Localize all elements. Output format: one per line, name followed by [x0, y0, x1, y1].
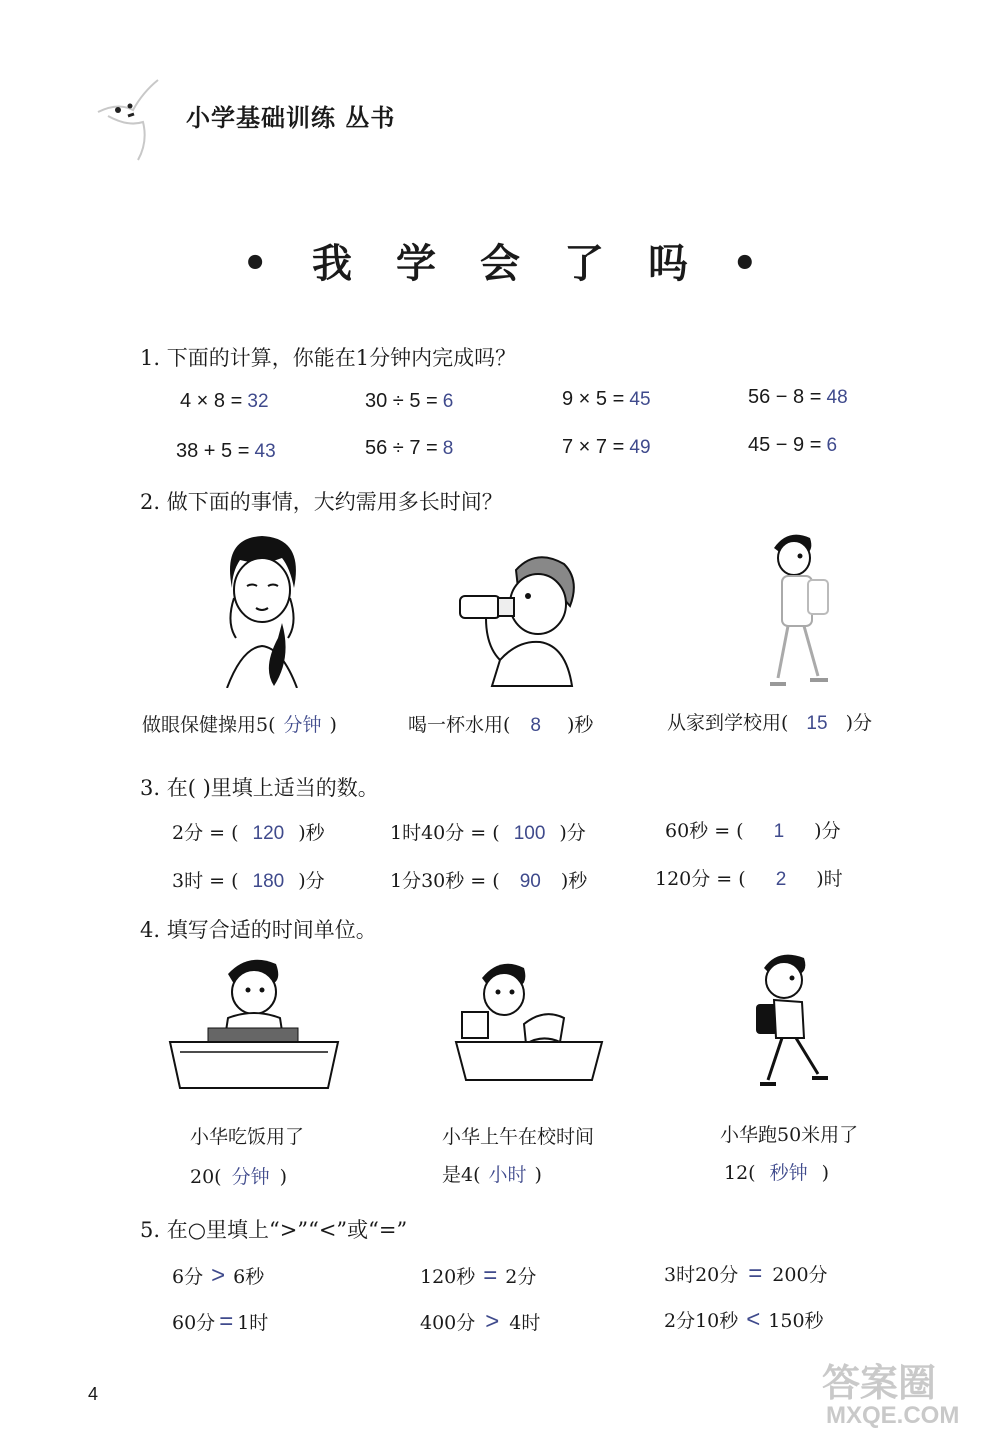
q4-prefix: 20( [190, 1166, 222, 1188]
q4-item [190, 1162, 287, 1189]
title-char: 了 [564, 240, 604, 287]
q1-expr: 30 ÷ 5 = [365, 390, 438, 412]
q5-item [664, 1260, 828, 1288]
q3-prefix: 120分 = ( [655, 868, 746, 890]
q1-item [180, 390, 269, 413]
q5-left: 3时20分 [664, 1264, 739, 1286]
q3-suffix: )分 [298, 870, 325, 892]
q4-prefix: 是4( [442, 1164, 481, 1186]
watermark-logo-text: 答案圈 [822, 1363, 937, 1405]
watermark-url: MXQE.COM [826, 1402, 960, 1429]
q4-item [724, 1158, 829, 1185]
q1-answer: 45 [629, 389, 651, 410]
q1-answer: 43 [254, 441, 276, 462]
q5-item [420, 1308, 540, 1336]
q3-suffix: )秒 [298, 822, 325, 844]
q1-item [365, 437, 453, 460]
q3-prefix: 2分 = ( [172, 822, 239, 844]
q4-answer: 秒钟 [769, 1163, 808, 1184]
boy-running-illustration [752, 950, 830, 1090]
q5-title: 5. 在○里填上“>”“<”或“=” [140, 1218, 408, 1242]
q2-answer: 分钟 [283, 715, 322, 736]
q5-left: 2分10秒 [664, 1310, 739, 1332]
title-char: 学 [396, 240, 436, 287]
q5-right: 1时 [237, 1312, 269, 1334]
boy-reading-illustration [454, 958, 604, 1084]
q3-item [390, 818, 586, 845]
q5-right: 6秒 [233, 1266, 265, 1288]
q1-expr: 45 − 9 = [748, 434, 822, 456]
q2-item [667, 708, 872, 735]
q5-left: 60分 [172, 1312, 216, 1334]
q5-operator: < [746, 1306, 761, 1333]
q3-item [172, 866, 325, 893]
q5-operator: > [211, 1262, 226, 1289]
q1-expr: 7 × 7 = [562, 436, 625, 458]
q3-answer: 90 [519, 871, 541, 892]
q5-item [172, 1262, 264, 1290]
q3-answer: 2 [775, 869, 787, 890]
q5-operator: = [748, 1260, 763, 1287]
q3-item [655, 864, 843, 891]
page-number: 4 [88, 1384, 99, 1404]
q1-item [748, 386, 848, 409]
q4-title: 4. 填写合适的时间单位。 [140, 918, 377, 942]
q3-prefix: 1分30秒 = ( [390, 870, 500, 892]
q2-answer: 15 [806, 713, 828, 734]
q4-suffix: ) [534, 1164, 542, 1186]
q5-right: 4时 [509, 1312, 541, 1334]
q3-title: 3. 在( )里填上适当的数。 [140, 776, 379, 800]
girl-eye-exercise-illustration [212, 528, 312, 688]
q4-line1: 小华吃饭用了 [190, 1126, 305, 1148]
q5-operator: = [219, 1308, 234, 1335]
q3-suffix: )秒 [560, 870, 588, 892]
q1-item [176, 440, 276, 463]
q3-prefix: 1时40分 = ( [390, 822, 500, 844]
q2-prefix: 做眼保健操用5( [142, 714, 276, 736]
q5-operator: = [483, 1262, 498, 1289]
q3-answer: 180 [252, 871, 285, 892]
q2-prefix: 从家到学校用( [667, 712, 789, 734]
q1-expr: 9 × 5 = [562, 388, 625, 410]
boy-drinking-illustration [456, 550, 584, 688]
title-char: 会 [480, 240, 520, 287]
q5-item [172, 1308, 268, 1336]
q1-item [748, 434, 837, 457]
q1-answer: 48 [826, 387, 848, 408]
q5-left: 120秒 [420, 1266, 476, 1288]
q5-right: 200分 [772, 1264, 828, 1286]
q5-item [664, 1306, 824, 1334]
q3-item [665, 816, 841, 843]
title-char: 我 [312, 240, 352, 287]
q2-suffix: ) [329, 714, 337, 736]
q2-title: 2. 做下面的事情，大约需用多长时间？ [140, 490, 503, 514]
boy-eating-illustration [168, 952, 340, 1092]
q5-operator: > [485, 1308, 500, 1335]
q2-prefix: 喝一杯水用( [408, 714, 511, 736]
q2-item [142, 710, 337, 737]
q4-line1: 小华上午在校时间 [442, 1126, 595, 1148]
title-bullet-right: • [732, 240, 758, 287]
q3-item [172, 818, 325, 845]
title-bullet-left: • [242, 240, 268, 287]
q3-prefix: 3时 = ( [172, 870, 239, 892]
q1-answer: 8 [442, 438, 454, 459]
q1-item [365, 390, 453, 413]
q4-answer: 分钟 [231, 1167, 270, 1188]
q3-answer: 100 [513, 823, 546, 844]
q4-suffix: ) [821, 1162, 830, 1184]
q2-answer: 8 [530, 715, 541, 736]
q3-suffix: )分 [814, 820, 841, 842]
q3-prefix: 60秒 = ( [665, 820, 744, 842]
q3-answer: 1 [773, 821, 785, 842]
boy-walking-illustration [752, 528, 842, 693]
q3-answer: 120 [252, 823, 285, 844]
q4-line1: 小华跑50米用了 [720, 1124, 859, 1146]
q1-title: 1. 下面的计算，你能在1分钟内完成吗？ [140, 346, 517, 370]
series-logo-figure [88, 72, 168, 162]
q3-item [390, 866, 587, 893]
page-title [0, 232, 1000, 289]
q5-left: 400分 [420, 1312, 476, 1334]
q1-item [562, 388, 651, 411]
q4-answer: 小时 [488, 1165, 527, 1186]
q3-suffix: )分 [559, 822, 586, 844]
q1-answer: 6 [442, 391, 454, 412]
q1-expr: 56 ÷ 7 = [365, 437, 438, 459]
q5-item [420, 1262, 536, 1290]
q1-item [562, 436, 651, 459]
q1-answer: 49 [629, 437, 651, 458]
q1-expr: 56 − 8 = [748, 386, 822, 408]
q1-expr: 4 × 8 = [180, 390, 243, 412]
q2-suffix: )秒 [567, 714, 594, 736]
q1-answer: 6 [826, 435, 838, 456]
q1-answer: 32 [247, 391, 269, 412]
series-title: 小学基础训练 丛书 [186, 104, 396, 132]
title-char: 吗 [648, 240, 688, 287]
q2-item [408, 710, 593, 737]
q5-right: 2分 [505, 1266, 537, 1288]
q1-expr: 38 + 5 = [176, 440, 250, 462]
q4-suffix: ) [279, 1166, 288, 1188]
q4-item [442, 1160, 542, 1187]
q4-prefix: 12( [724, 1162, 756, 1184]
q2-suffix: )分 [845, 712, 872, 734]
q5-left: 6分 [172, 1266, 204, 1288]
q5-right: 150秒 [768, 1310, 824, 1332]
q3-suffix: )时 [816, 868, 843, 890]
